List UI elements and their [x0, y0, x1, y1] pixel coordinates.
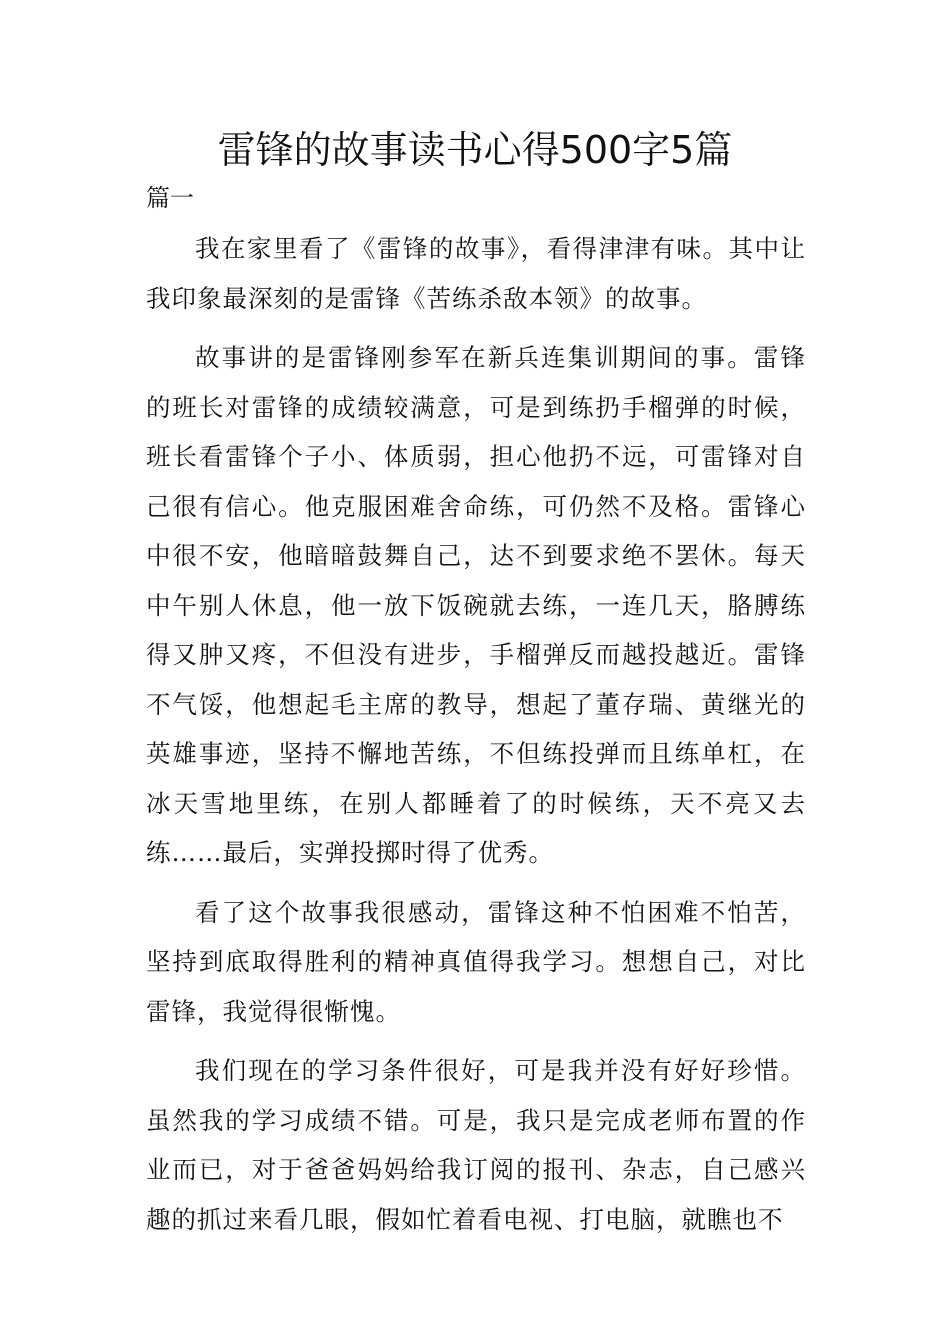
document-title: 雷锋的故事读书心得500字5篇 — [217, 128, 733, 172]
section-label: 篇一 — [146, 184, 194, 212]
paragraph-1: 我在家里看了《雷锋的故事》，看得津津有味。其中让我印象最深刻的是雷锋《苦练杀敌本领》的故事。 — [146, 234, 806, 313]
paragraph-3: 看了这个故事我很感动，雷锋这种不怕困难不怕苦，坚持到底取得胜利的精神真值得我学习。想想自己，对比雷锋，我觉得很惭愧。 — [146, 897, 806, 1026]
paragraph-2: 故事讲的是雷锋刚参军在新兵连集训期间的事。雷锋的班长对雷锋的成绩较满意，可是到练扔手榴弹的时候，班长看雷锋个子小、体质弱，担心他扔不远，可雷锋对自己很有信心。他克服困难舍命练，可仍然不及格。雷锋心中很不安，他暗暗鼓舞自己，达不到要求绝不罢休。每天中午别人休息，他一放下饭碗就去练，一连几天，胳膊练得又肿又疼，不但没有进步，手榴弹反而越投越近。雷锋不气馁，他想起毛主席的教导，想起了董存瑞、黄继光的英雄事迹，坚持不懈地苦练，不但练投弹而且练单杠，在冰天雪地里练，在别人都睡着了的时候练，天不亮又去练……最后，实弹投掷时得了优秀。 — [146, 343, 806, 867]
body-text — [146, 224, 806, 1254]
paragraph-4: 我们现在的学习条件很好，可是我并没有好好珍惜。虽然我的学习成绩不错。可是，我只是完成老师布置的作业而已，对于爸爸妈妈给我订阅的报刊、杂志，自己感兴趣的抓过来看几眼，假如忙着看电视、打电脑，就瞧也不 — [146, 1056, 806, 1234]
